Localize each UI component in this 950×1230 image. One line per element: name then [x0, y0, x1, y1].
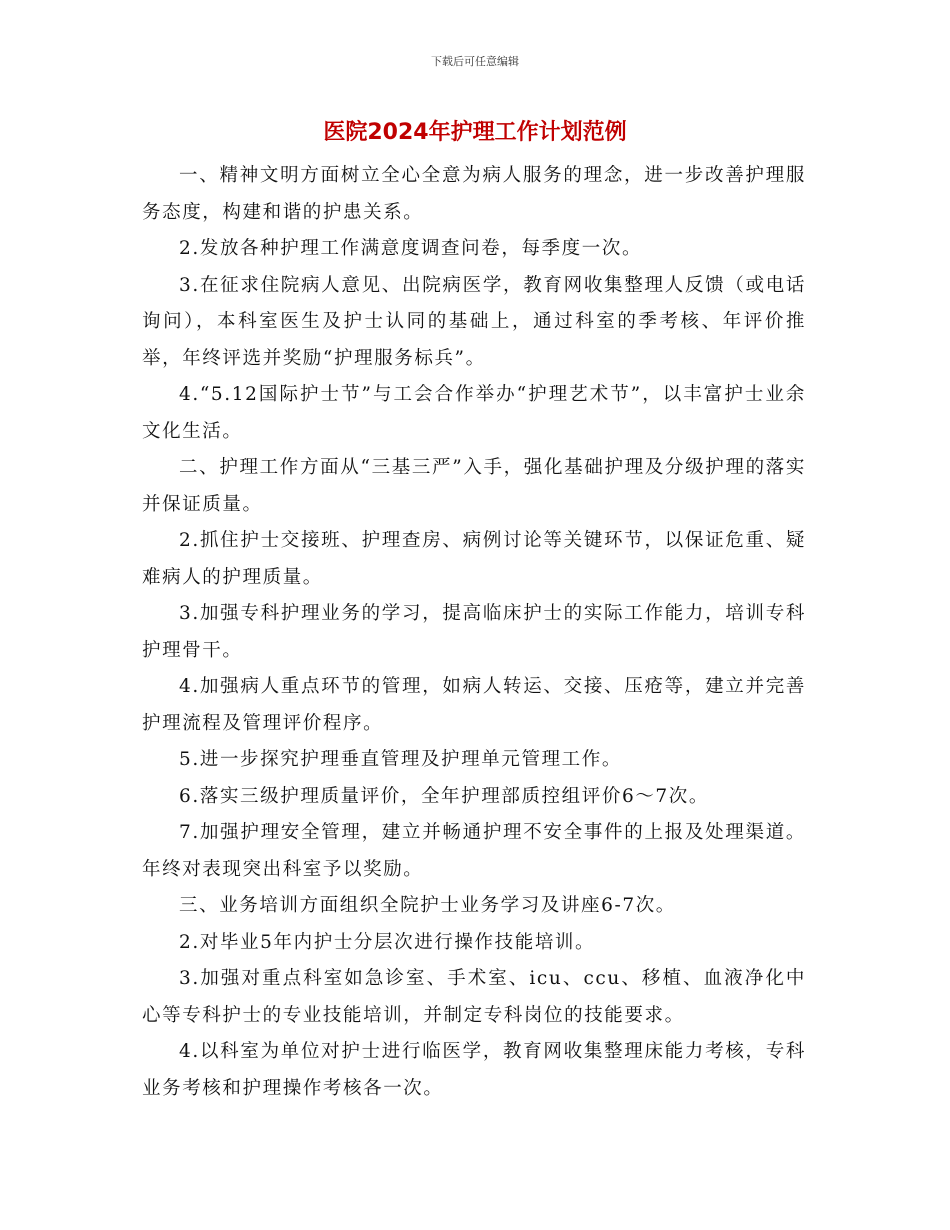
- paragraph: 2.发放各种护理工作满意度调查问卷，每季度一次。: [179, 238, 643, 259]
- paragraph: 三、业务培训方面组织全院护士业务学习及讲座6-7次。: [179, 895, 676, 916]
- header-note: 下载后可任意编辑: [431, 55, 519, 68]
- document-title: 医院2024年护理工作计划范例: [323, 120, 627, 145]
- paragraph: 2.抓住护士交接班、护理查房、病例讨论等关键环节，以保证危重、疑难病人的护理质量。: [142, 530, 806, 588]
- paragraph: 4.以科室为单位对护士进行临医学，教育网收集整理床能力考核，专科业务考核和护理操作考核各一次。: [142, 1041, 806, 1099]
- paragraph: 6.落实三级护理质量评价，全年护理部质控组评价6～7次。: [179, 785, 709, 807]
- paragraph: 2.对毕业5年内护士分层次进行操作技能培训。: [179, 931, 596, 953]
- paragraph: 4.加强病人重点环节的管理，如病人转运、交接、压疮等，建立并完善护理流程及管理评价程序。: [142, 676, 806, 734]
- paragraph: 一、精神文明方面树立全心全意为病人服务的理念，进一步改善护理服务态度，构建和谐的护患关系。: [142, 165, 806, 223]
- paragraph: 4.“5.12国际护士节”与工会合作举办“护理艺术节”，以丰富护士业余文化生活。: [142, 384, 806, 442]
- paragraph: 5.进一步探究护理垂直管理及护理单元管理工作。: [179, 749, 622, 770]
- paragraph: 7.加强护理安全管理，建立并畅通护理不安全事件的上报及处理渠道。年终对表现突出科室予以奖励。: [142, 822, 806, 880]
- paragraph: 二、护理工作方面从“三基三严”入手，强化基础护理及分级护理的落实并保证质量。: [142, 457, 806, 515]
- paragraph: 3.在征求住院病人意见、出院病医学，教育网收集整理人反馈（或电话询问），本科室医生及护士认同的基础上，通过科室的季考核、年评价推举，年终评选并奖励“护理服务标兵”。: [142, 274, 806, 369]
- paragraph: 3.加强专科护理业务的学习，提高临床护士的实际工作能力，培训专科护理骨干。: [142, 603, 806, 661]
- paragraph: 3.加强对重点科室如急诊室、手术室、icu、ccu、移植、血液净化中心等专科护士的专业技能培训，并制定专科岗位的技能要求。: [142, 968, 806, 1026]
- document-body: [142, 158, 806, 1107]
